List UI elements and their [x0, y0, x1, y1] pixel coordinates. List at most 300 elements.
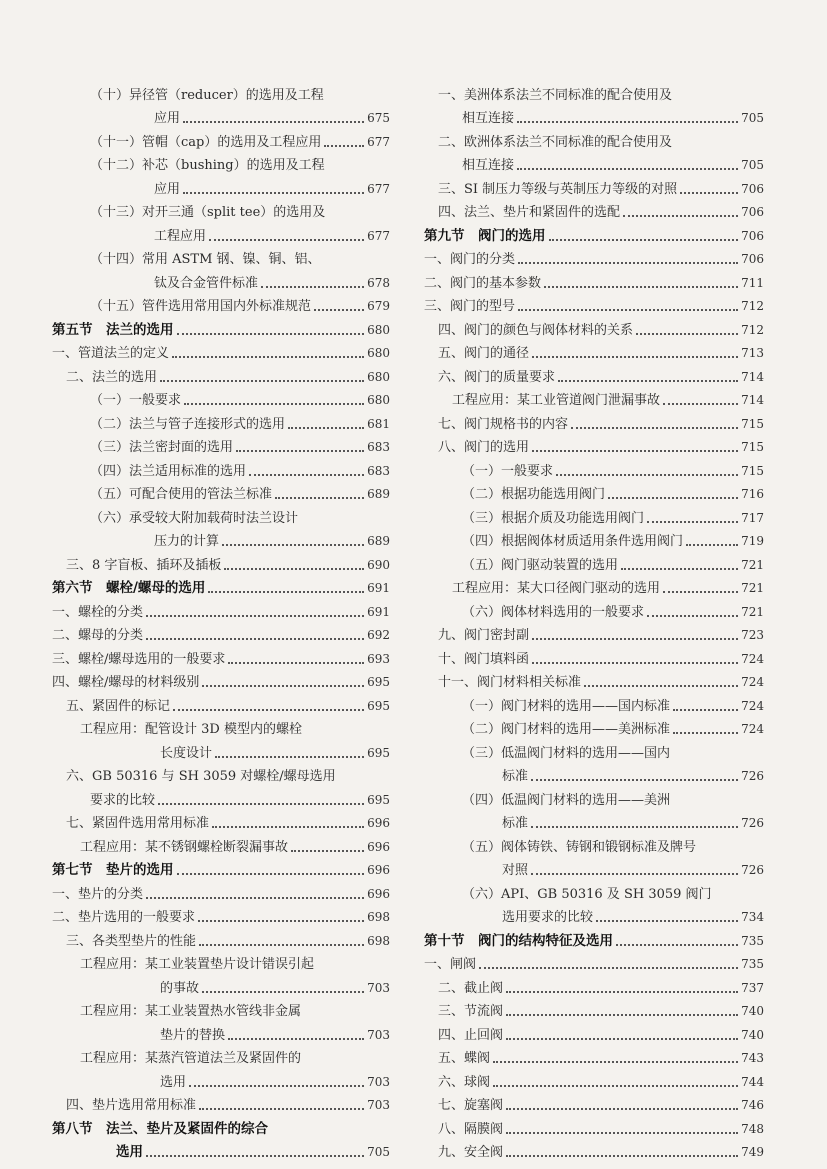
toc-page-number: 740 — [741, 1027, 764, 1042]
toc-entry-title: 选用 — [116, 1144, 143, 1160]
dot-leader — [584, 685, 738, 687]
toc-page-number: 698 — [367, 910, 390, 924]
toc-entry-title: （十四）常用 ASTM 钢、镍、铜、铝、 — [90, 252, 321, 267]
toc-entry[interactable] — [424, 339, 764, 363]
toc-page-number: 706 — [741, 228, 764, 243]
dot-leader — [532, 450, 738, 452]
toc-entry-title: 要求的比较 — [90, 792, 156, 808]
toc-page-number: 706 — [741, 252, 764, 266]
toc-entry[interactable] — [424, 785, 764, 809]
toc-page-number: 713 — [741, 346, 764, 360]
toc-entry[interactable] — [424, 574, 764, 598]
toc-section-heading[interactable] — [52, 315, 390, 339]
toc-entry[interactable] — [52, 292, 390, 316]
toc-entry[interactable] — [424, 127, 764, 151]
dot-leader — [189, 1085, 364, 1087]
toc-entry[interactable] — [52, 1091, 390, 1115]
toc-entry[interactable] — [424, 1067, 764, 1091]
toc-entry[interactable] — [424, 409, 764, 433]
toc-page-number: 721 — [741, 581, 764, 595]
toc-entry-title: 二、螺母的分类 — [52, 628, 144, 643]
dot-leader — [532, 356, 738, 358]
toc-entry[interactable] — [424, 456, 764, 480]
toc-entry-title: （六）API、GB 50316 及 SH 3059 阀门 — [462, 886, 712, 902]
toc-entry[interactable] — [424, 151, 764, 175]
toc-entry-title: 工程应用：某工业装置垫片设计错误引起 — [80, 957, 315, 972]
toc-entry[interactable] — [52, 621, 390, 645]
toc-entry-title: （一）阀门材料的选用——国内标准 — [462, 698, 671, 714]
toc-entry-title: 二、欧洲体系法兰不同标准的配合使用及 — [438, 134, 673, 150]
toc-entry[interactable] — [52, 809, 390, 833]
dot-leader — [199, 1108, 364, 1110]
toc-column-left — [52, 80, 390, 1161]
toc-entry-title: （六）承受较大附加载荷时法兰设计 — [90, 510, 299, 526]
toc-page-number: 677 — [367, 181, 390, 196]
toc-entry[interactable] — [52, 597, 390, 621]
toc-entry-title: 四、止回阀 — [438, 1027, 504, 1043]
dot-leader — [202, 685, 364, 687]
toc-entry-title: 三、节流阀 — [438, 1004, 504, 1019]
dot-leader — [291, 850, 364, 852]
toc-entry[interactable] — [424, 362, 764, 386]
dot-leader — [209, 239, 364, 241]
toc-entry[interactable] — [424, 903, 764, 927]
toc-page-number: 723 — [741, 628, 764, 642]
toc-page-number: 716 — [741, 487, 764, 501]
toc-entry-title: 八、隔膜阀 — [438, 1121, 504, 1137]
toc-entry-title: 四、螺栓/螺母的材料级别 — [52, 675, 200, 690]
toc-section-heading[interactable] — [424, 926, 764, 950]
dot-leader — [183, 121, 364, 123]
toc-entry-title: 六、阀门的质量要求 — [438, 369, 556, 385]
toc-column-right — [424, 80, 764, 1161]
dot-leader — [314, 309, 364, 311]
dot-leader — [146, 897, 364, 899]
toc-page-number: 677 — [367, 228, 390, 243]
toc-page-number: 696 — [367, 839, 390, 854]
toc-entry[interactable] — [424, 644, 764, 668]
toc-page-number: 693 — [367, 651, 390, 666]
toc-entry[interactable] — [52, 1067, 390, 1091]
dot-leader — [506, 1038, 738, 1040]
toc-entry-title: 第九节 阀门的选用 — [424, 227, 546, 244]
toc-entry-title: 第十节 阀门的结构特征及选用 — [424, 932, 613, 949]
toc-entry-title: 四、垫片选用常用标准 — [66, 1098, 197, 1113]
toc-entry-title: 七、阀门规格书的内容 — [438, 416, 569, 432]
toc-entry[interactable] — [52, 644, 390, 668]
toc-entry-title: （三）根据介质及功能选用阀门 — [462, 510, 645, 526]
toc-entry-title: （四）根据阀体材质适用条件选用阀门 — [462, 534, 684, 549]
toc-entry[interactable] — [52, 104, 390, 128]
toc-page-number: 696 — [367, 816, 390, 830]
toc-entry-title: 长度设计 — [160, 745, 213, 761]
toc-page-number: 681 — [367, 416, 390, 431]
toc-section-heading[interactable] — [52, 1114, 390, 1138]
dot-leader — [596, 920, 738, 922]
toc-entry[interactable] — [424, 527, 764, 551]
toc-entry-title: 工程应用：某大口径阀门驱动的选用 — [452, 581, 661, 596]
toc-page-number: 692 — [367, 628, 390, 642]
toc-page-number: 714 — [741, 369, 764, 384]
toc-entry[interactable] — [52, 903, 390, 927]
toc-entry[interactable] — [52, 198, 390, 222]
toc-page-number: 695 — [367, 675, 390, 689]
toc-entry-title: 相互连接 — [462, 111, 515, 126]
toc-entry[interactable] — [424, 950, 764, 974]
dot-leader — [479, 967, 738, 969]
dot-leader — [183, 192, 364, 194]
dot-leader — [544, 286, 738, 288]
toc-entry-title: 五、紧固件的标记 — [66, 698, 171, 714]
toc-entry-title: 二、截止阀 — [438, 980, 504, 996]
toc-entry[interactable] — [424, 809, 764, 833]
toc-entry-title: 标准 — [502, 816, 529, 831]
toc-page-number: 703 — [367, 1098, 390, 1112]
dot-leader — [506, 991, 738, 993]
dot-leader — [198, 920, 364, 922]
toc-entry-title: 第七节 垫片的选用 — [52, 862, 174, 878]
toc-entry[interactable] — [424, 621, 764, 645]
dot-leader — [673, 709, 738, 711]
toc-page-number: 703 — [367, 1027, 390, 1042]
toc-entry[interactable] — [424, 832, 764, 856]
toc-entry-title: （四）法兰适用标准的选用 — [90, 463, 247, 479]
dot-leader — [608, 497, 738, 499]
toc-page-number: 743 — [741, 1051, 764, 1065]
dot-leader — [261, 286, 364, 288]
toc-page-number: 715 — [741, 416, 764, 431]
toc-entry[interactable] — [424, 668, 764, 692]
toc-entry[interactable] — [52, 997, 390, 1021]
toc-entry[interactable] — [424, 1020, 764, 1044]
toc-page-number: 677 — [367, 134, 390, 149]
toc-entry-title: 相互连接 — [462, 158, 515, 173]
toc-page-number: 705 — [367, 1145, 390, 1159]
toc-entry[interactable] — [52, 879, 390, 903]
dot-leader — [222, 544, 364, 546]
toc-page-number: 748 — [741, 1121, 764, 1136]
dot-leader — [518, 262, 738, 264]
dot-leader — [177, 333, 365, 335]
dot-leader — [616, 944, 738, 946]
dot-leader — [506, 1014, 738, 1016]
toc-entry-title: （十一）管帽（cap）的选用及工程应用 — [90, 134, 322, 150]
toc-entry-title: 九、阀门密封副 — [438, 628, 530, 643]
toc-entry-title: （五）阀门驱动装置的选用 — [462, 557, 619, 573]
toc-entry-title: 八、阀门的选用 — [438, 440, 530, 455]
toc-entry[interactable] — [52, 738, 390, 762]
toc-entry[interactable] — [424, 480, 764, 504]
dot-leader — [571, 427, 738, 429]
toc-entry[interactable] — [52, 785, 390, 809]
toc-entry[interactable] — [424, 997, 764, 1021]
toc-entry[interactable] — [52, 268, 390, 292]
dot-leader — [556, 474, 738, 476]
toc-entry-title: 选用 — [160, 1074, 187, 1090]
toc-entry-title: 工程应用：某工业装置热水管线非金属 — [80, 1004, 302, 1019]
toc-entry-title: （四）低温阀门材料的选用——美洲 — [462, 792, 671, 808]
toc-entry-title: （十三）对开三通（split tee）的选用及 — [90, 205, 326, 220]
dot-leader — [224, 568, 364, 570]
dot-leader — [184, 403, 364, 405]
toc-entry-title: 九、安全阀 — [438, 1145, 504, 1160]
toc-entry-title: （三）法兰密封面的选用 — [90, 440, 234, 455]
toc-entry[interactable] — [424, 879, 764, 903]
toc-entry-title: 标准 — [502, 769, 529, 784]
toc-entry-title: 一、美洲体系法兰不同标准的配合使用及 — [438, 87, 673, 103]
toc-entry-title: （十）异径管（reducer）的选用及工程 — [90, 87, 324, 103]
toc-entry[interactable] — [424, 268, 764, 292]
toc-entry[interactable] — [424, 1114, 764, 1138]
toc-entry[interactable] — [424, 104, 764, 128]
dot-leader — [236, 450, 364, 452]
toc-page-number: 717 — [741, 510, 764, 525]
toc-page-number: 678 — [367, 275, 390, 290]
toc-entry[interactable] — [52, 480, 390, 504]
toc-section-heading[interactable] — [52, 856, 390, 880]
toc-entry[interactable] — [424, 973, 764, 997]
toc-entry-title: 四、阀门的颜色与阀体材料的关系 — [438, 322, 634, 338]
dot-leader — [558, 380, 738, 382]
dot-leader — [288, 427, 364, 429]
toc-entry[interactable] — [424, 597, 764, 621]
toc-entry[interactable] — [52, 1020, 390, 1044]
toc-entry-title: 一、螺栓的分类 — [52, 604, 144, 620]
toc-entry[interactable] — [424, 1044, 764, 1068]
toc-entry[interactable] — [52, 550, 390, 574]
dot-leader — [531, 779, 738, 781]
dot-leader — [158, 803, 364, 805]
dot-leader — [177, 873, 365, 875]
toc-entry-title: 六、球阀 — [438, 1074, 491, 1090]
toc-entry-title: （五）阀体铸铁、铸钢和锻钢标准及牌号 — [462, 839, 697, 855]
toc-entry[interactable] — [52, 433, 390, 457]
toc-entry-title: 压力的计算 — [154, 534, 220, 549]
toc-entry[interactable] — [52, 127, 390, 151]
toc-page-number: 690 — [367, 557, 390, 572]
toc-page-number: 721 — [741, 604, 764, 619]
dot-leader — [160, 380, 364, 382]
toc-entry[interactable] — [52, 926, 390, 950]
dot-leader — [518, 309, 738, 311]
toc-entry[interactable] — [52, 762, 390, 786]
dot-leader — [275, 497, 364, 499]
toc-entry-title: 三、各类型垫片的性能 — [66, 933, 197, 949]
toc-entry[interactable] — [52, 668, 390, 692]
dot-leader — [532, 638, 738, 640]
toc-page-number: 746 — [741, 1098, 764, 1112]
dot-leader — [228, 1038, 364, 1040]
toc-page-number: 680 — [367, 369, 390, 384]
toc-page-number: 706 — [741, 181, 764, 196]
toc-entry[interactable] — [52, 456, 390, 480]
toc-entry[interactable] — [52, 1044, 390, 1068]
toc-entry-title: （十五）管件选用常用国内外标准规范 — [90, 299, 312, 314]
toc-entry[interactable] — [424, 550, 764, 574]
dot-leader — [228, 662, 364, 664]
toc-page-number: 695 — [367, 792, 390, 807]
toc-page-number: 683 — [367, 463, 390, 478]
dot-leader — [647, 521, 738, 523]
toc-page-number: 719 — [741, 534, 764, 548]
dot-leader — [212, 826, 364, 828]
toc-entry[interactable] — [424, 1091, 764, 1115]
toc-entry[interactable] — [424, 386, 764, 410]
toc-entry-title: （一）一般要求 — [462, 463, 554, 479]
toc-page-number: 734 — [741, 910, 764, 924]
toc-section-heading[interactable] — [52, 1138, 390, 1162]
toc-entry-title: 一、阀门的分类 — [424, 252, 516, 267]
dot-leader — [680, 192, 738, 194]
toc-page-number: 680 — [367, 322, 390, 337]
toc-entry[interactable] — [52, 362, 390, 386]
toc-page-number: 724 — [741, 698, 764, 713]
toc-page-number: 698 — [367, 933, 390, 948]
toc-page-number: 711 — [741, 275, 764, 290]
toc-entry-title: （五）可配合使用的管法兰标准 — [90, 487, 273, 502]
toc-entry[interactable] — [424, 715, 764, 739]
toc-entry[interactable] — [52, 339, 390, 363]
dot-leader — [146, 615, 364, 617]
toc-entry-title: 二、阀门的基本参数 — [424, 275, 542, 291]
dot-leader — [249, 474, 364, 476]
toc-entry-title: （一）一般要求 — [90, 393, 182, 408]
toc-page-number: 740 — [741, 1004, 764, 1018]
toc-entry[interactable] — [424, 433, 764, 457]
toc-entry-title: （二）阀门材料的选用——美洲标准 — [462, 722, 671, 737]
dot-leader — [493, 1085, 738, 1087]
toc-entry[interactable] — [52, 174, 390, 198]
toc-page-number: 715 — [741, 440, 764, 454]
toc-entry-title: 一、闸阀 — [424, 957, 477, 972]
toc-page-number: 689 — [367, 487, 390, 501]
toc-section-heading[interactable] — [424, 221, 764, 245]
dot-leader — [506, 1132, 738, 1134]
toc-entry[interactable] — [52, 221, 390, 245]
toc-entry-title: 三、8 字盲板、插环及插板 — [66, 557, 222, 573]
toc-page-number: 705 — [741, 111, 764, 125]
toc-entry-title: 工程应用：配管设计 3D 模型内的螺栓 — [80, 722, 302, 737]
toc-entry-title: 第八节 法兰、垫片及紧固件的综合 — [52, 1120, 268, 1137]
toc-entry[interactable] — [52, 950, 390, 974]
dot-leader — [621, 568, 738, 570]
toc-page-number: 679 — [367, 299, 390, 313]
toc-entry-title: 的事故 — [160, 980, 200, 996]
toc-page-number: 737 — [741, 980, 764, 995]
toc-entry[interactable] — [424, 245, 764, 269]
toc-entry[interactable] — [424, 174, 764, 198]
toc-entry[interactable] — [52, 386, 390, 410]
toc-entry[interactable] — [52, 715, 390, 739]
dot-leader — [146, 638, 364, 640]
toc-entry[interactable] — [424, 292, 764, 316]
dot-leader — [506, 1155, 738, 1157]
toc-entry-title: 五、阀门的通径 — [438, 346, 530, 361]
toc-entry[interactable] — [424, 503, 764, 527]
toc-entry[interactable] — [424, 1138, 764, 1162]
toc-entry[interactable] — [424, 80, 764, 104]
toc-page-number: 724 — [741, 651, 764, 666]
toc-section-heading[interactable] — [52, 574, 390, 598]
dot-leader — [663, 591, 738, 593]
toc-page-number: 726 — [741, 816, 764, 830]
toc-page-number: 735 — [741, 933, 764, 948]
toc-page-number: 744 — [741, 1074, 764, 1089]
toc-page-number: 715 — [741, 463, 764, 478]
toc-page-number: 695 — [367, 698, 390, 713]
toc-page-number: 695 — [367, 745, 390, 760]
dot-leader — [532, 662, 738, 664]
toc-page-number: 724 — [741, 722, 764, 736]
toc-entry[interactable] — [52, 832, 390, 856]
toc-page-number: 689 — [367, 534, 390, 548]
toc-entry[interactable] — [424, 315, 764, 339]
dot-leader — [202, 991, 364, 993]
toc-entry[interactable] — [52, 503, 390, 527]
toc-entry-title: 三、螺栓/螺母选用的一般要求 — [52, 651, 226, 667]
toc-entry[interactable] — [52, 151, 390, 175]
toc-page-number: 726 — [741, 769, 764, 783]
dot-leader — [208, 591, 364, 593]
toc-entry[interactable] — [424, 198, 764, 222]
toc-entry-title: 第五节 法兰的选用 — [52, 321, 174, 338]
toc-entry-title: 第六节 螺栓/螺母的选用 — [52, 580, 206, 596]
toc-entry[interactable] — [52, 973, 390, 997]
toc-page-number: 712 — [741, 322, 764, 337]
toc-page-number: 696 — [367, 863, 390, 877]
toc-page-number: 749 — [741, 1145, 764, 1159]
dot-leader — [324, 145, 364, 147]
toc-entry-title: （十二）补芯（bushing）的选用及工程 — [90, 158, 325, 173]
toc-entry[interactable] — [52, 527, 390, 551]
dot-leader — [549, 239, 739, 241]
toc-page-number: 726 — [741, 863, 764, 877]
dot-leader — [636, 333, 738, 335]
toc-page-number: 683 — [367, 440, 390, 454]
toc-entry-title: 工程应用：某蒸汽管道法兰及紧固件的 — [80, 1051, 302, 1066]
toc-entry[interactable] — [424, 738, 764, 762]
toc-entry-title: （三）低温阀门材料的选用——国内 — [462, 745, 671, 761]
toc-page-number: 721 — [741, 557, 764, 572]
toc-entry-title: 二、法兰的选用 — [66, 369, 158, 385]
toc-entry[interactable] — [52, 691, 390, 715]
toc-entry-title: 钛及合金管件标准 — [154, 275, 259, 291]
toc-entry[interactable] — [52, 80, 390, 104]
toc-entry[interactable] — [52, 245, 390, 269]
toc-entry-title: （二）法兰与管子连接形式的选用 — [90, 416, 286, 432]
toc-entry[interactable] — [424, 762, 764, 786]
toc-entry-title: 工程应用：某不锈钢螺栓断裂漏事故 — [80, 839, 289, 855]
toc-entry[interactable] — [424, 856, 764, 880]
dot-leader — [172, 356, 364, 358]
toc-entry-title: 五、蝶阀 — [438, 1051, 491, 1066]
dot-leader — [506, 1108, 738, 1110]
toc-page-number: 696 — [367, 886, 390, 901]
dot-leader — [663, 403, 738, 405]
toc-entry-title: 三、阀门的型号 — [424, 299, 516, 314]
dot-leader — [215, 756, 364, 758]
toc-page-number: 706 — [741, 205, 764, 219]
toc-entry-title: 一、垫片的分类 — [52, 886, 144, 902]
toc-entry-title: 应用 — [154, 181, 181, 197]
dot-leader — [517, 121, 738, 123]
toc-entry[interactable] — [424, 691, 764, 715]
dot-leader — [623, 215, 738, 217]
toc-entry-title: 工程应用 — [154, 228, 207, 244]
toc-page-number: 724 — [741, 675, 764, 689]
toc-entry-title: （六）阀体材料选用的一般要求 — [462, 604, 645, 620]
toc-entry[interactable] — [52, 409, 390, 433]
